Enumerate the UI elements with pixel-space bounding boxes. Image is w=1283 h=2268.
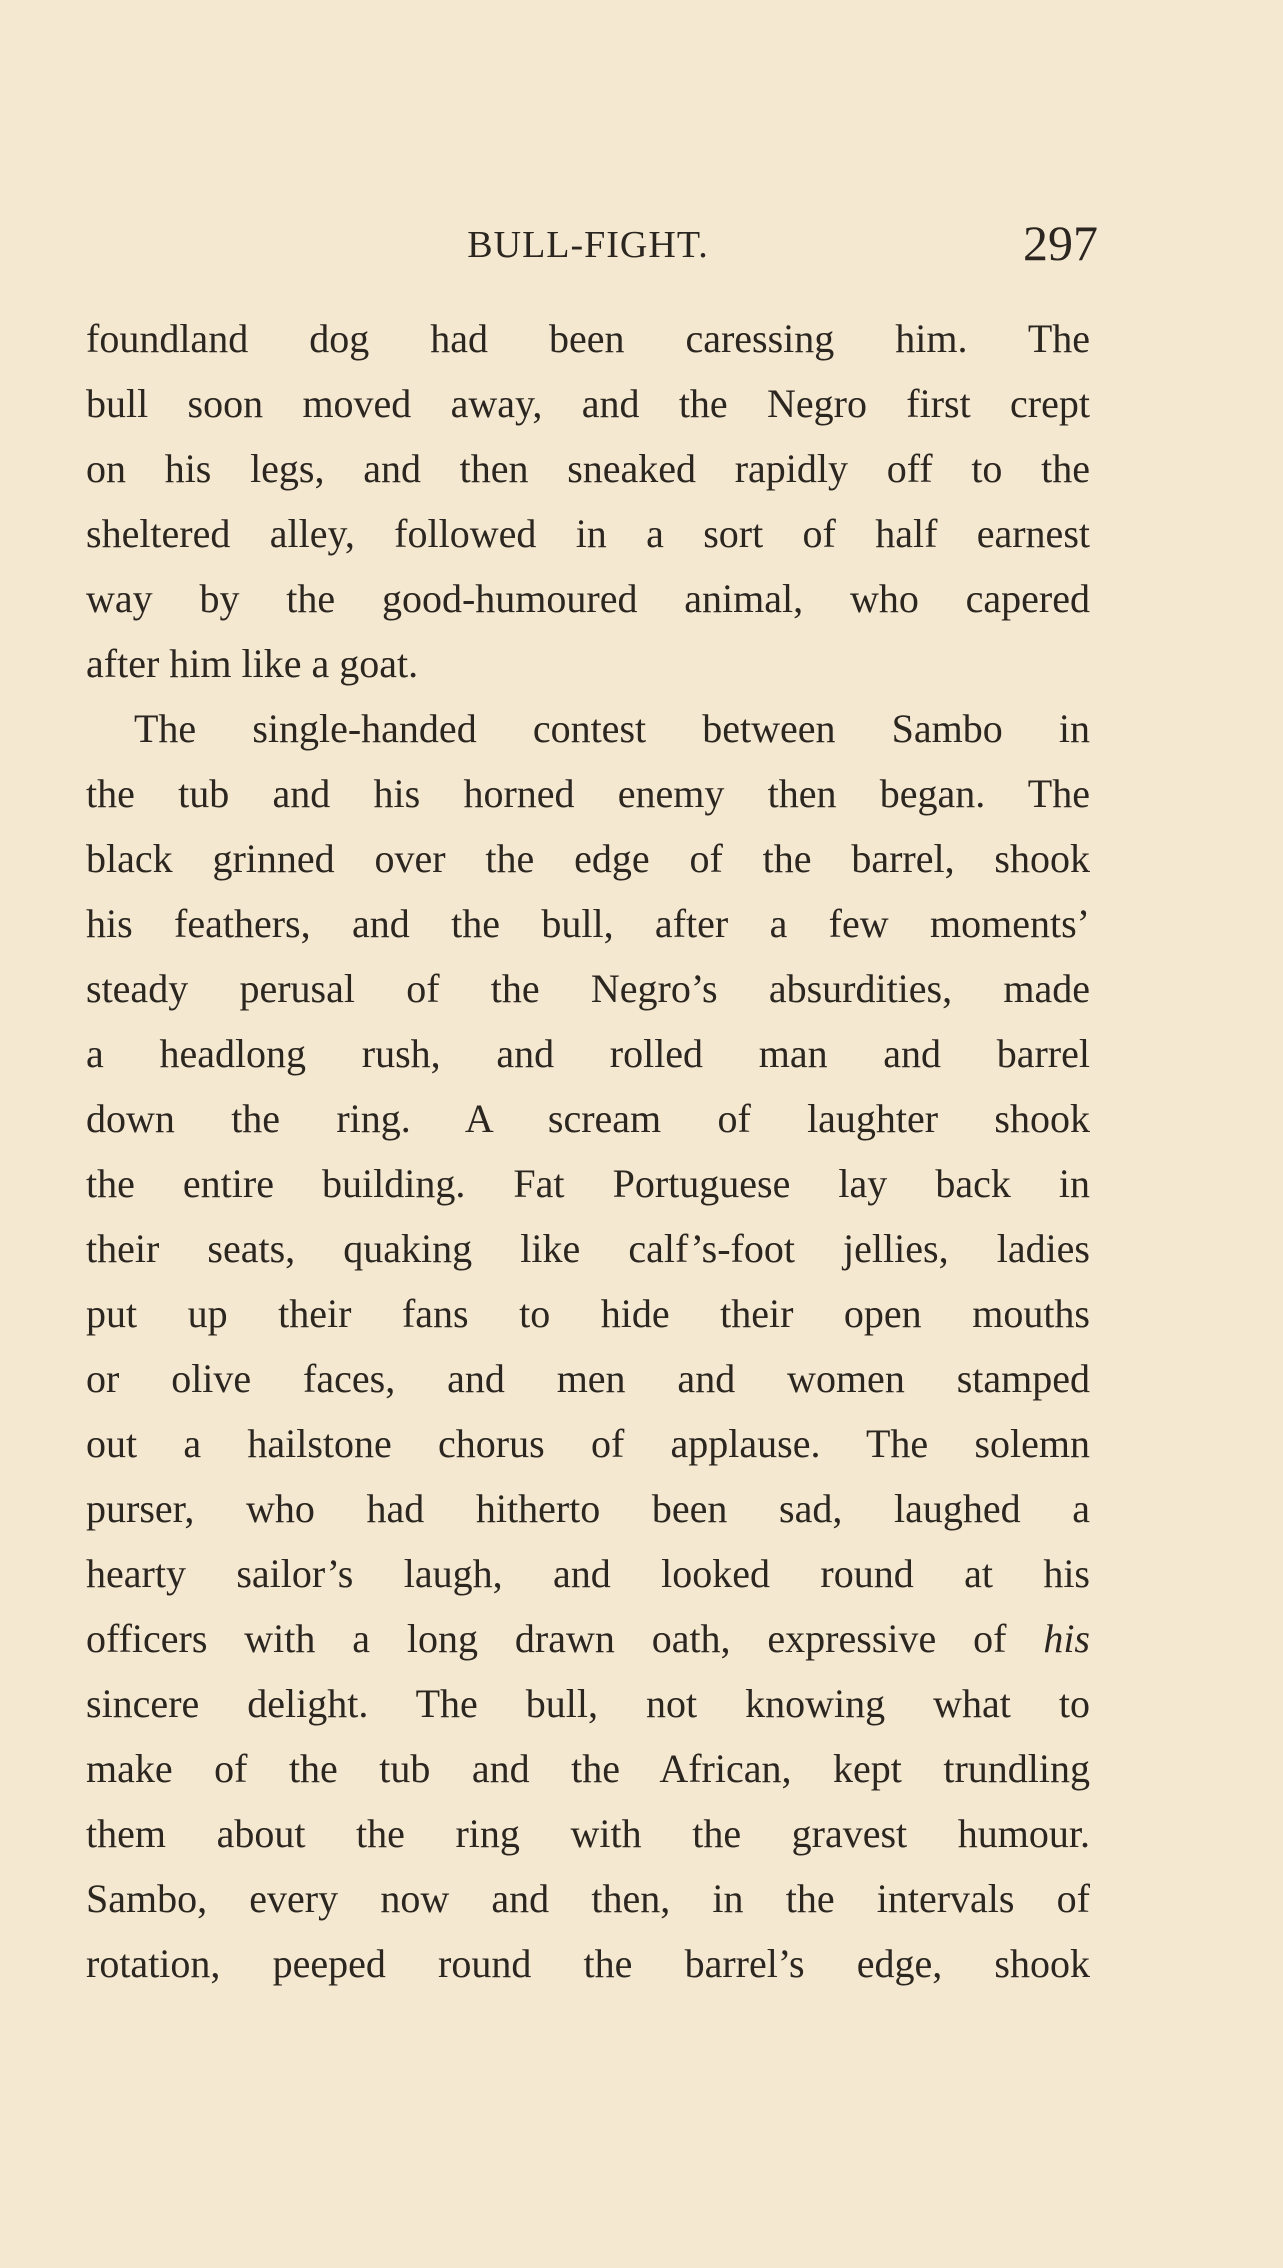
text-line: bull soon moved away, and the Negro first crept [86,381,1090,426]
line-text: officers with a long drawn oath, expressive of [86,1616,1044,1661]
text-line: black grinned over the edge of the barrel, shook [86,836,1090,881]
text-line: sincere delight. The bull, not knowing what to [86,1681,1090,1726]
text-line: rotation, peeped round the barrel’s edge, shook [86,1941,1090,1986]
text-line: after him like a goat. [86,641,419,686]
text-line: or olive faces, and men and women stamped [86,1356,1090,1401]
text-line: put up their fans to hide their open mouths [86,1291,1090,1336]
text-line: way by the good-humoured animal, who capered [86,576,1090,621]
text-line: the entire building. Fat Portuguese lay back in [86,1161,1090,1206]
text-line: Sambo, every now and then, in the intervals of [86,1876,1090,1921]
text-line: hearty sailor’s laugh, and looked round at his [86,1551,1090,1596]
text-line: the tub and his horned enemy then began. The [86,771,1090,816]
text-line: a headlong rush, and rolled man and barrel [86,1031,1090,1076]
text-line: down the ring. A scream of laughter shook [86,1096,1090,1141]
text-line: their seats, quaking like calf’s-foot jellies, ladies [86,1226,1090,1271]
text-line: steady perusal of the Negro’s absurdities, made [86,966,1090,1011]
text-line: purser, who had hitherto been sad, laughed a [86,1486,1090,1531]
text-line: foundland dog had been caressing him. The [86,316,1090,361]
page-number: 297 [1023,215,1098,271]
text-line: sheltered alley, followed in a sort of half earnest [86,511,1090,556]
running-head [86,215,1098,278]
text-line-with-emphasis [86,1606,1090,1671]
text-line: on his legs, and then sneaked rapidly off to the [86,446,1090,491]
emphasized-word: his [1043,1616,1090,1661]
running-title: BULL-FIGHT. [467,224,709,266]
paragraph-start-line: The single-handed contest between Sambo in [134,706,1090,751]
body-text [86,306,1090,1996]
text-line: make of the tub and the African, kept trundling [86,1746,1090,1791]
text-line: his feathers, and the bull, after a few moments’ [86,901,1090,946]
text-line: out a hailstone chorus of applause. The solemn [86,1421,1090,1466]
text-line: them about the ring with the gravest humour. [86,1811,1090,1856]
